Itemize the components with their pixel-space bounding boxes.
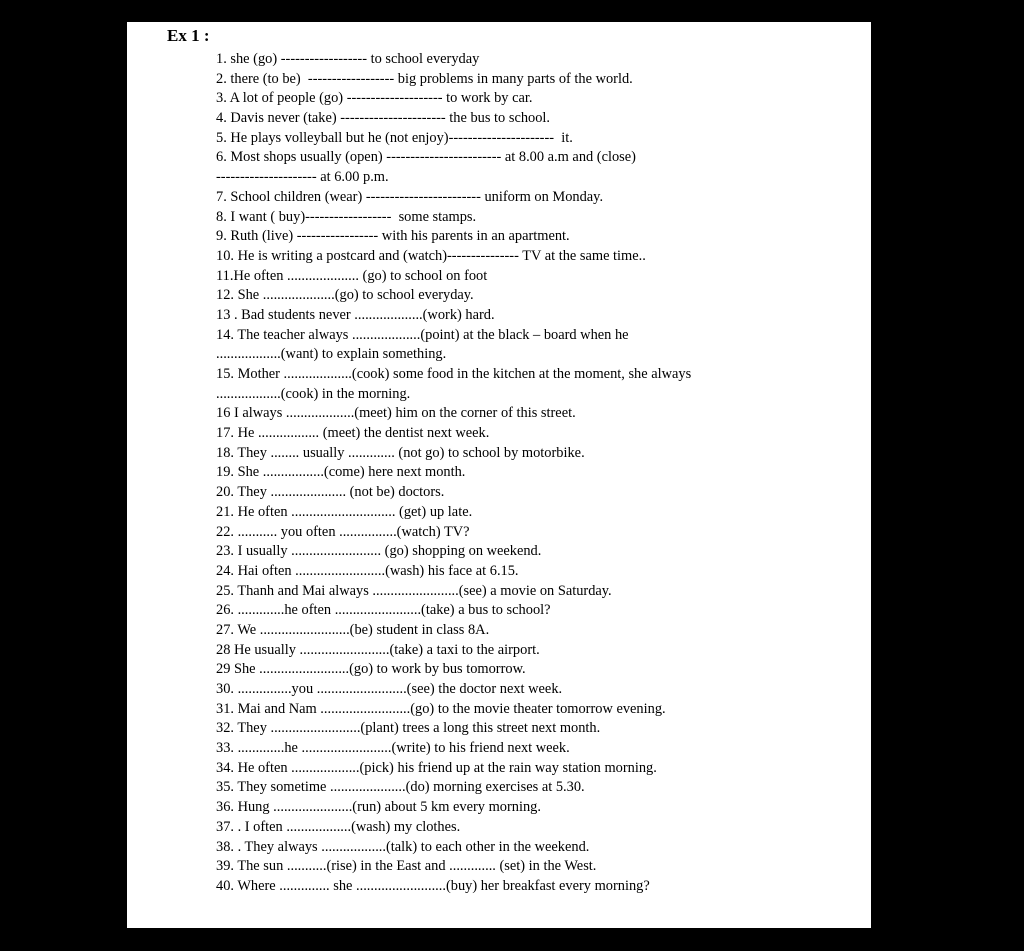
exercise-line: 19. She .................(come) here next month. — [216, 464, 466, 481]
exercise-line: 12. She ....................(go) to school everyday. — [216, 287, 474, 304]
exercise-line: 20. They ..................... (not be) doctors. — [216, 484, 445, 501]
exercise-line: 29 She .........................(go) to work by bus tomorrow. — [216, 661, 526, 678]
exercise-line: 40. Where .............. she .........................(buy) her breakfast every morning? — [216, 877, 650, 894]
exercise-line: 16 I always ...................(meet) him on the corner of this street. — [216, 405, 576, 422]
exercise-line: 4. Davis never (take) ---------------------- the bus to school. — [216, 110, 551, 127]
exercise-line: 21. He often ............................. (get) up late. — [216, 503, 473, 520]
exercise-line: 15. Mother ...................(cook) some food in the kitchen at the moment, she always — [216, 366, 692, 382]
exercise-line: 39. The sun ...........(rise) in the East and ............. (set) in the West. — [216, 858, 597, 875]
exercise-line: ..................(cook) in the morning. — [216, 385, 411, 402]
exercise-line: 28 He usually .........................(take) a taxi to the airport. — [216, 641, 540, 658]
exercise-line: 35. They sometime .....................(do) morning exercises at 5.30. — [216, 779, 585, 796]
exercise-line: 30. ...............you .........................(see) the doctor next week. — [216, 681, 563, 697]
exercise-line: 2. there (to be) ------------------ big problems in many parts of the world. — [216, 70, 633, 87]
exercise-line: 32. They .........................(plant) trees a long this street next month. — [216, 720, 601, 737]
exercise-line: 24. Hai often .........................(wash) his face at 6.15. — [216, 562, 519, 579]
exercise-line: 1. she (go) ------------------ to school everyday — [216, 51, 480, 67]
exercise-line: 25. Thanh and Mai always ........................(see) a movie on Saturday. — [216, 582, 612, 599]
exercise-line: 11.He often .................... (go) to school on foot — [216, 267, 488, 284]
exercise-line: 23. I usually ......................... (go) shopping on weekend. — [216, 543, 542, 560]
worksheet-page — [127, 22, 871, 928]
exercise-line: 3. A lot of people (go) -------------------- to work by car. — [216, 90, 533, 107]
exercise-line: 33. .............he .........................(write) to his friend next week. — [216, 740, 570, 757]
exercise-line: --------------------- at 6.00 p.m. — [216, 169, 389, 186]
exercise-line: 31. Mai and Nam .........................(go) to the movie theater tomorrow evening. — [216, 700, 666, 717]
exercise-line: 10. He is writing a postcard and (watch)--------------- TV at the same time.. — [216, 247, 646, 264]
exercise-line: 27. We .........................(be) student in class 8A. — [216, 621, 490, 638]
exercise-line: 13 . Bad students never ...................(work) hard. — [216, 306, 495, 323]
exercise-line: 38. . They always ..................(talk) to each other in the weekend. — [216, 838, 590, 855]
exercise-line: 6. Most shops usually (open) ------------------------ at 8.00 a.m and (close) — [216, 149, 636, 166]
exercise-line: 7. School children (wear) ------------------------ uniform on Monday. — [216, 188, 604, 205]
exercise-line: 5. He plays volleyball but he (not enjoy)---------------------- it. — [216, 129, 573, 146]
exercise-line: 26. .............he often ........................(take) a bus to school? — [216, 602, 551, 619]
exercise-title: Ex 1 : — [167, 26, 210, 45]
exercise-line: 37. . I often ..................(wash) my clothes. — [216, 818, 461, 835]
exercise-line: ..................(want) to explain something. — [216, 346, 447, 363]
exercise-line: 9. Ruth (live) ----------------- with his parents in an apartment. — [216, 228, 570, 245]
exercise-list — [216, 50, 691, 897]
exercise-line: 22. ........... you often ................(watch) TV? — [216, 523, 470, 540]
exercise-line: 8. I want ( buy)------------------ some stamps. — [216, 208, 477, 225]
exercise-line: 18. They ........ usually ............. (not go) to school by motorbike. — [216, 444, 585, 461]
exercise-line: 14. The teacher always ...................(point) at the black – board when he — [216, 326, 629, 343]
exercise-line: 36. Hung ......................(run) about 5 km every morning. — [216, 799, 541, 816]
exercise-line: 17. He ................. (meet) the dentist next week. — [216, 425, 490, 442]
exercise-line: 34. He often ...................(pick) his friend up at the rain way station morning. — [216, 759, 657, 776]
